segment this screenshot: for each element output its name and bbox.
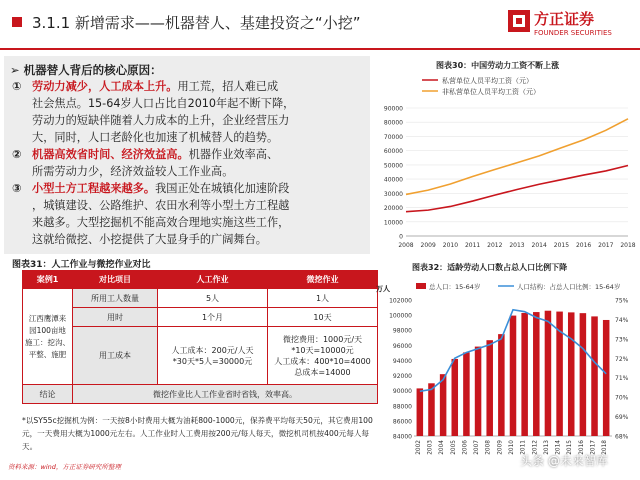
- table-header: 对比项目: [73, 271, 158, 289]
- summary-box: [4, 56, 370, 254]
- x-tick-label: 2012: [532, 440, 539, 455]
- point-text: 大，同时，人口老龄化也加速了机械替人的趋势。: [32, 131, 279, 144]
- y-tick-label: 80000: [383, 119, 403, 127]
- y-tick-label: 0: [399, 233, 403, 241]
- bar: [603, 320, 610, 436]
- point-text: 所需劳动力少，经济效益较人工作业高。: [32, 165, 234, 178]
- point-number: ③: [12, 182, 22, 195]
- x-tick-label: 2008: [485, 440, 492, 455]
- x-tick-label: 2018: [602, 440, 609, 455]
- page-title: 3.1.1 新增需求——机器替人、基建投资之“小挖”: [32, 14, 361, 32]
- legend-swatch: [416, 283, 426, 289]
- x-tick-label: 2010: [509, 440, 515, 455]
- logo-text-en: FOUNDER SECURITIES: [534, 29, 612, 37]
- x-tick-label: 2013: [543, 440, 550, 455]
- x-tick-label: 2013: [509, 242, 525, 249]
- summary-line: [12, 197, 289, 213]
- bar: [498, 334, 505, 436]
- summary-line: [12, 78, 278, 94]
- summary-line: [12, 231, 267, 247]
- bar: [463, 352, 470, 436]
- summary-line: [12, 112, 289, 128]
- y-tick-label-right: 72%: [615, 355, 629, 363]
- table-cell: 所用工人数量: [73, 289, 158, 308]
- bar: [452, 359, 459, 436]
- y-tick-label: 30000: [383, 190, 403, 198]
- point-text: 用工荒，招人难已成: [177, 80, 279, 93]
- table-row: [23, 385, 378, 404]
- summary-line: [12, 163, 233, 179]
- point-text: 劳动力的短缺伴随着人力成本的上升，企业经营压力: [32, 114, 290, 127]
- bar: [545, 311, 552, 436]
- y-tick-label: 60000: [383, 148, 403, 156]
- y-tick-label-right: 68%: [615, 433, 629, 441]
- wage-chart-svg: [376, 56, 636, 256]
- y-tick-label: 40000: [383, 176, 403, 184]
- x-tick-label: 2016: [575, 242, 592, 249]
- company-logo: [508, 8, 628, 44]
- bar: [568, 312, 575, 436]
- point-heading: 小型土方工程越来越多。: [32, 182, 156, 195]
- table-header: 人工作业: [158, 271, 268, 289]
- x-tick-label: 2010: [442, 242, 459, 249]
- x-tick-label: 2004: [439, 440, 446, 455]
- y-tick-label-left: 94000: [392, 357, 412, 365]
- table-cell: 用工成本: [73, 327, 158, 385]
- x-tick-label: 2011: [520, 440, 527, 455]
- y-tick-label-right: 73%: [615, 336, 629, 344]
- x-tick-label: 2007: [474, 440, 481, 455]
- wage-chart: [376, 56, 636, 256]
- x-tick-label: 2005: [450, 440, 457, 455]
- x-tick-label: 2009: [497, 440, 504, 455]
- cell-line: 人工成本：200元/人天: [171, 345, 254, 355]
- logo-mark-icon: [508, 10, 530, 32]
- population-chart: [376, 258, 640, 458]
- table-title: 图表31：人工作业与微挖作业对比: [12, 260, 151, 270]
- y-tick-label: 50000: [383, 162, 403, 170]
- bar: [533, 312, 540, 436]
- y-tick-label-right: 74%: [615, 316, 629, 324]
- y-tick-label: 70000: [383, 133, 403, 141]
- summary-line: [12, 95, 294, 111]
- x-tick-label: 2014: [531, 242, 547, 249]
- bar: [521, 313, 528, 436]
- source-note: 资料来源：wind，方正证券研究所整理: [8, 463, 121, 471]
- table-cell: [158, 327, 268, 385]
- x-tick-label: 2002: [415, 440, 422, 455]
- table-cell: [268, 327, 378, 385]
- bar: [475, 347, 482, 436]
- y-tick-label-left: 90000: [392, 388, 412, 396]
- y-tick-label-left: 84000: [392, 433, 412, 441]
- point-text: 社会焦点。15-64岁人口占比自2010年起不断下降，: [32, 97, 295, 110]
- y-tick-label-left: 102000: [389, 297, 412, 305]
- table-cell: 1个月: [158, 308, 268, 327]
- bar: [591, 316, 598, 436]
- summary-line: [12, 180, 289, 196]
- table-row: [23, 289, 378, 308]
- table-cell: 用时: [73, 308, 158, 327]
- unit-label: 万人: [376, 285, 390, 293]
- bar: [486, 340, 493, 436]
- y-tick-label-right: 69%: [615, 414, 629, 422]
- point-text: 我国正处在城镇化加速阶段: [155, 182, 290, 195]
- x-tick-label: 2016: [578, 440, 585, 455]
- y-tick-label-left: 98000: [392, 327, 412, 335]
- table-cell: 10天: [268, 308, 378, 327]
- y-tick-label-right: 70%: [615, 394, 629, 402]
- y-tick-label-left: 96000: [392, 342, 412, 350]
- bar: [440, 374, 447, 436]
- table-cell: 微挖作业比人工作业省时省钱，效率高。: [73, 385, 378, 404]
- table-header: 案例1: [23, 271, 73, 289]
- summary-line: [12, 214, 289, 230]
- point-text: 这就给微挖、小挖提供了大显身手的广阔舞台。: [32, 233, 267, 246]
- chart-title: 图表30：中国劳动力工资不断上涨: [436, 61, 560, 70]
- x-tick-label: 2011: [464, 242, 481, 249]
- bar: [417, 388, 424, 436]
- cell-line: 微挖费用：1000元/天: [282, 334, 363, 344]
- x-tick-label: 2017: [598, 242, 614, 249]
- series-line: [406, 119, 628, 195]
- watermark: 头条 @未来智库: [520, 454, 608, 468]
- y-tick-label-left: 88000: [392, 403, 412, 411]
- legend-label: 私营单位人员平均工资（元）: [442, 77, 533, 85]
- legend-label: 总人口：15-64岁: [429, 283, 481, 291]
- bar: [428, 383, 435, 436]
- case-line: 施工：挖沟、: [25, 337, 70, 347]
- y-tick-label: 90000: [383, 105, 403, 113]
- point-number: ①: [12, 80, 22, 93]
- comparison-table: [22, 270, 378, 404]
- x-tick-label: 2015: [553, 242, 570, 249]
- y-tick-label-left: 86000: [392, 418, 412, 426]
- table-cell: 5人: [158, 289, 268, 308]
- table-note: *以SY55c挖掘机为例：一天按8小时费用大概为油耗800-1000元，保养费平均每天50元，其它费用100元，一天费用大概为1000元左右。人工作业时人工费用按200元/每人每天，微挖机司机按400元每人每天。: [22, 416, 373, 451]
- y-tick-label-right: 71%: [615, 375, 629, 383]
- logo-text-cn: 方正证券: [534, 10, 595, 28]
- bar: [510, 316, 517, 436]
- cell-line: 人工成本：400*10=4000: [274, 356, 371, 366]
- y-tick-label-right: 75%: [615, 297, 629, 305]
- population-chart-svg: [376, 258, 640, 458]
- point-heading: 劳动力减少，人工成本上升。: [32, 80, 178, 93]
- table-cell: 结论: [23, 385, 73, 404]
- x-tick-label: 2014: [555, 440, 562, 455]
- x-tick-label: 2008: [398, 242, 414, 249]
- table-header-row: [23, 271, 378, 289]
- y-tick-label-left: 100000: [389, 312, 412, 320]
- table-cell: 1人: [268, 289, 378, 308]
- table-row: [23, 308, 378, 327]
- x-tick-label: 2003: [427, 440, 434, 455]
- cell-line: 总成本=14000: [294, 367, 351, 377]
- legend-label: 非私营单位人员平均工资（元）: [442, 88, 540, 96]
- x-tick-label: 2015: [567, 440, 574, 455]
- x-tick-label: 2009: [420, 242, 436, 249]
- case-line: 江西鹰潭来: [28, 313, 67, 323]
- point-text: 来越多。大型挖掘机不能高效合理地实施这些工作，: [32, 216, 290, 229]
- point-heading: 机器高效省时间、经济效益高。: [32, 148, 189, 161]
- x-tick-label: 2018: [620, 242, 636, 249]
- header-divider: [0, 48, 640, 50]
- summary-line: [12, 146, 278, 162]
- table-row: [23, 327, 378, 385]
- cell-line: *30天*5人=30000元: [172, 356, 253, 366]
- cell-line: *10天=10000元: [291, 345, 354, 355]
- header: [0, 0, 640, 50]
- x-tick-label: 2012: [487, 242, 503, 249]
- bar: [580, 313, 587, 436]
- summary-line: [12, 129, 278, 145]
- summary-heading: ➢ 机器替人背后的核心原因：: [10, 63, 162, 77]
- chart-title: 图表32：适龄劳动人口数占总人口比例下降: [412, 263, 568, 272]
- y-tick-label-left: 92000: [392, 373, 412, 381]
- point-text: ，城镇建设、公路维护、农田水利等小型土方工程越: [32, 199, 290, 212]
- x-tick-label: 2006: [462, 440, 469, 455]
- case-line: 园100亩地: [29, 325, 66, 335]
- table-header: 微挖作业: [268, 271, 378, 289]
- case-description: [23, 289, 73, 385]
- legend-label: 人口结构：占总人口比例：15-64岁: [517, 283, 621, 291]
- case-line: 平整、施肥: [28, 349, 67, 359]
- series-line: [406, 165, 628, 211]
- point-text: 机器作业效率高、: [188, 148, 279, 161]
- y-tick-label: 10000: [383, 219, 403, 227]
- point-number: ②: [12, 148, 22, 161]
- section-marker: [12, 17, 22, 27]
- y-tick-label: 20000: [383, 205, 403, 213]
- x-tick-label: 2017: [590, 440, 597, 455]
